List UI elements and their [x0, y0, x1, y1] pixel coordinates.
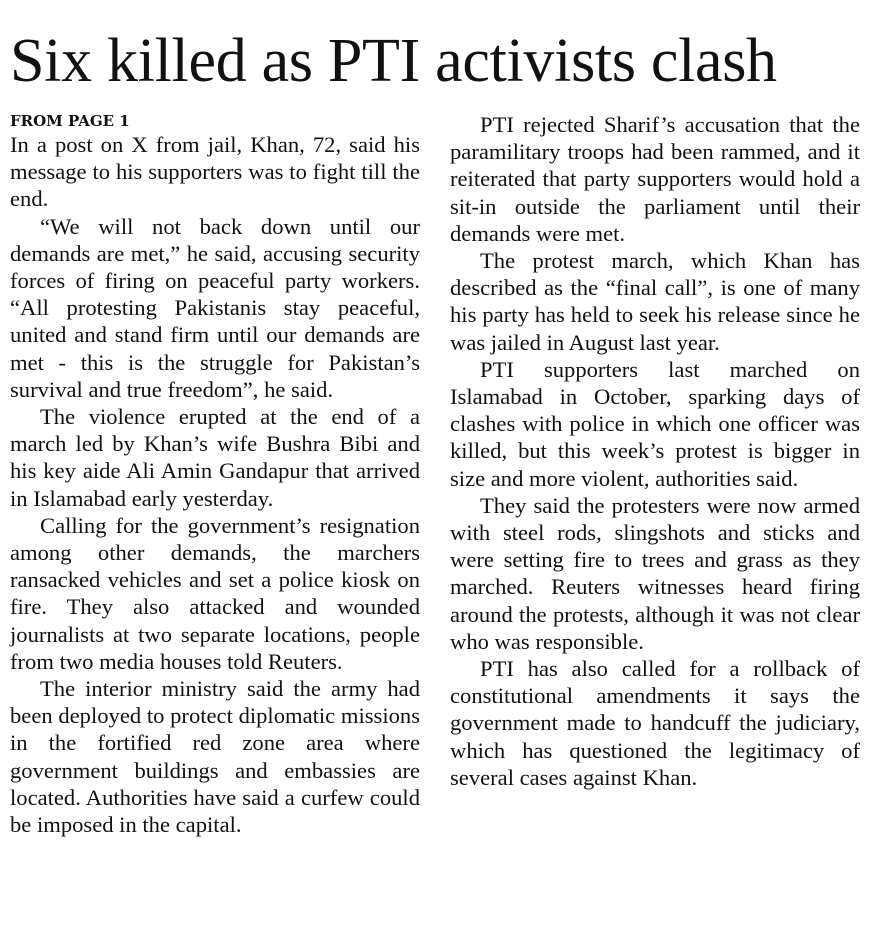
- headline: Six killed as PTI activists clash: [10, 27, 777, 95]
- paragraph: PTI supporters last marched on Islamabad in October, sparking days of clashes with police in which one officer was killed, but this week’s protest is bigger in size and more violent, authorities said.: [450, 356, 860, 491]
- paragraph: The violence erupted at the end of a march led by Khan’s wife Bushra Bibi and his key aide Ali Amin Gandapur that arrived in Islamabad early yesterday.: [10, 404, 420, 511]
- paragraph: Calling for the government’s resignation among other demands, the marchers ransacked vehicles and set a police kiosk on fire. They also attacked and wounded journalists at two separate locations, people from two media houses told Reuters.: [10, 512, 420, 674]
- paragraph: In a post on X from jail, Khan, 72, said his message to his supporters was to fight till the end.: [10, 132, 420, 212]
- kicker: FROM PAGE 1: [10, 112, 130, 130]
- paragraph: PTI rejected Sharif’s accusation that the paramilitary troops had been rammed, and it reiterated that party supporters would hold a sit-in outside the parliament until their demands were met.: [450, 112, 860, 246]
- paragraph: The interior ministry said the army had been deployed to protect diplomatic missions in the fortified red zone area where government buildings and embassies are located. Authorities have said a curfew could be imposed in the capital.: [10, 676, 420, 838]
- paragraph: They said the protesters were now armed with steel rods, slingshots and sticks and were setting fire to trees and grass as they marched. Reuters witnesses heard firing around the protests, although it was not clear who was responsible.: [450, 492, 860, 654]
- article-column-left: [10, 111, 420, 838]
- paragraph: PTI has also called for a rollback of constitutional amendments it says the government made to handcuff the judiciary, which has questioned the legitimacy of several cases against Khan.: [450, 656, 860, 790]
- paragraph: “We will not back down until our demands are met,” he said, accusing security forces of firing on peaceful party workers. “All protesting Pakistanis stay peaceful, united and stand firm until our demands are met - this is the struggle for Pakistan’s survival and true freedom”, he said.: [10, 213, 420, 402]
- article-column-right: [450, 111, 860, 791]
- paragraph: The protest march, which Khan has described as the “final call”, is one of many his party has held to seek his release since he was jailed in August last year.: [450, 248, 860, 355]
